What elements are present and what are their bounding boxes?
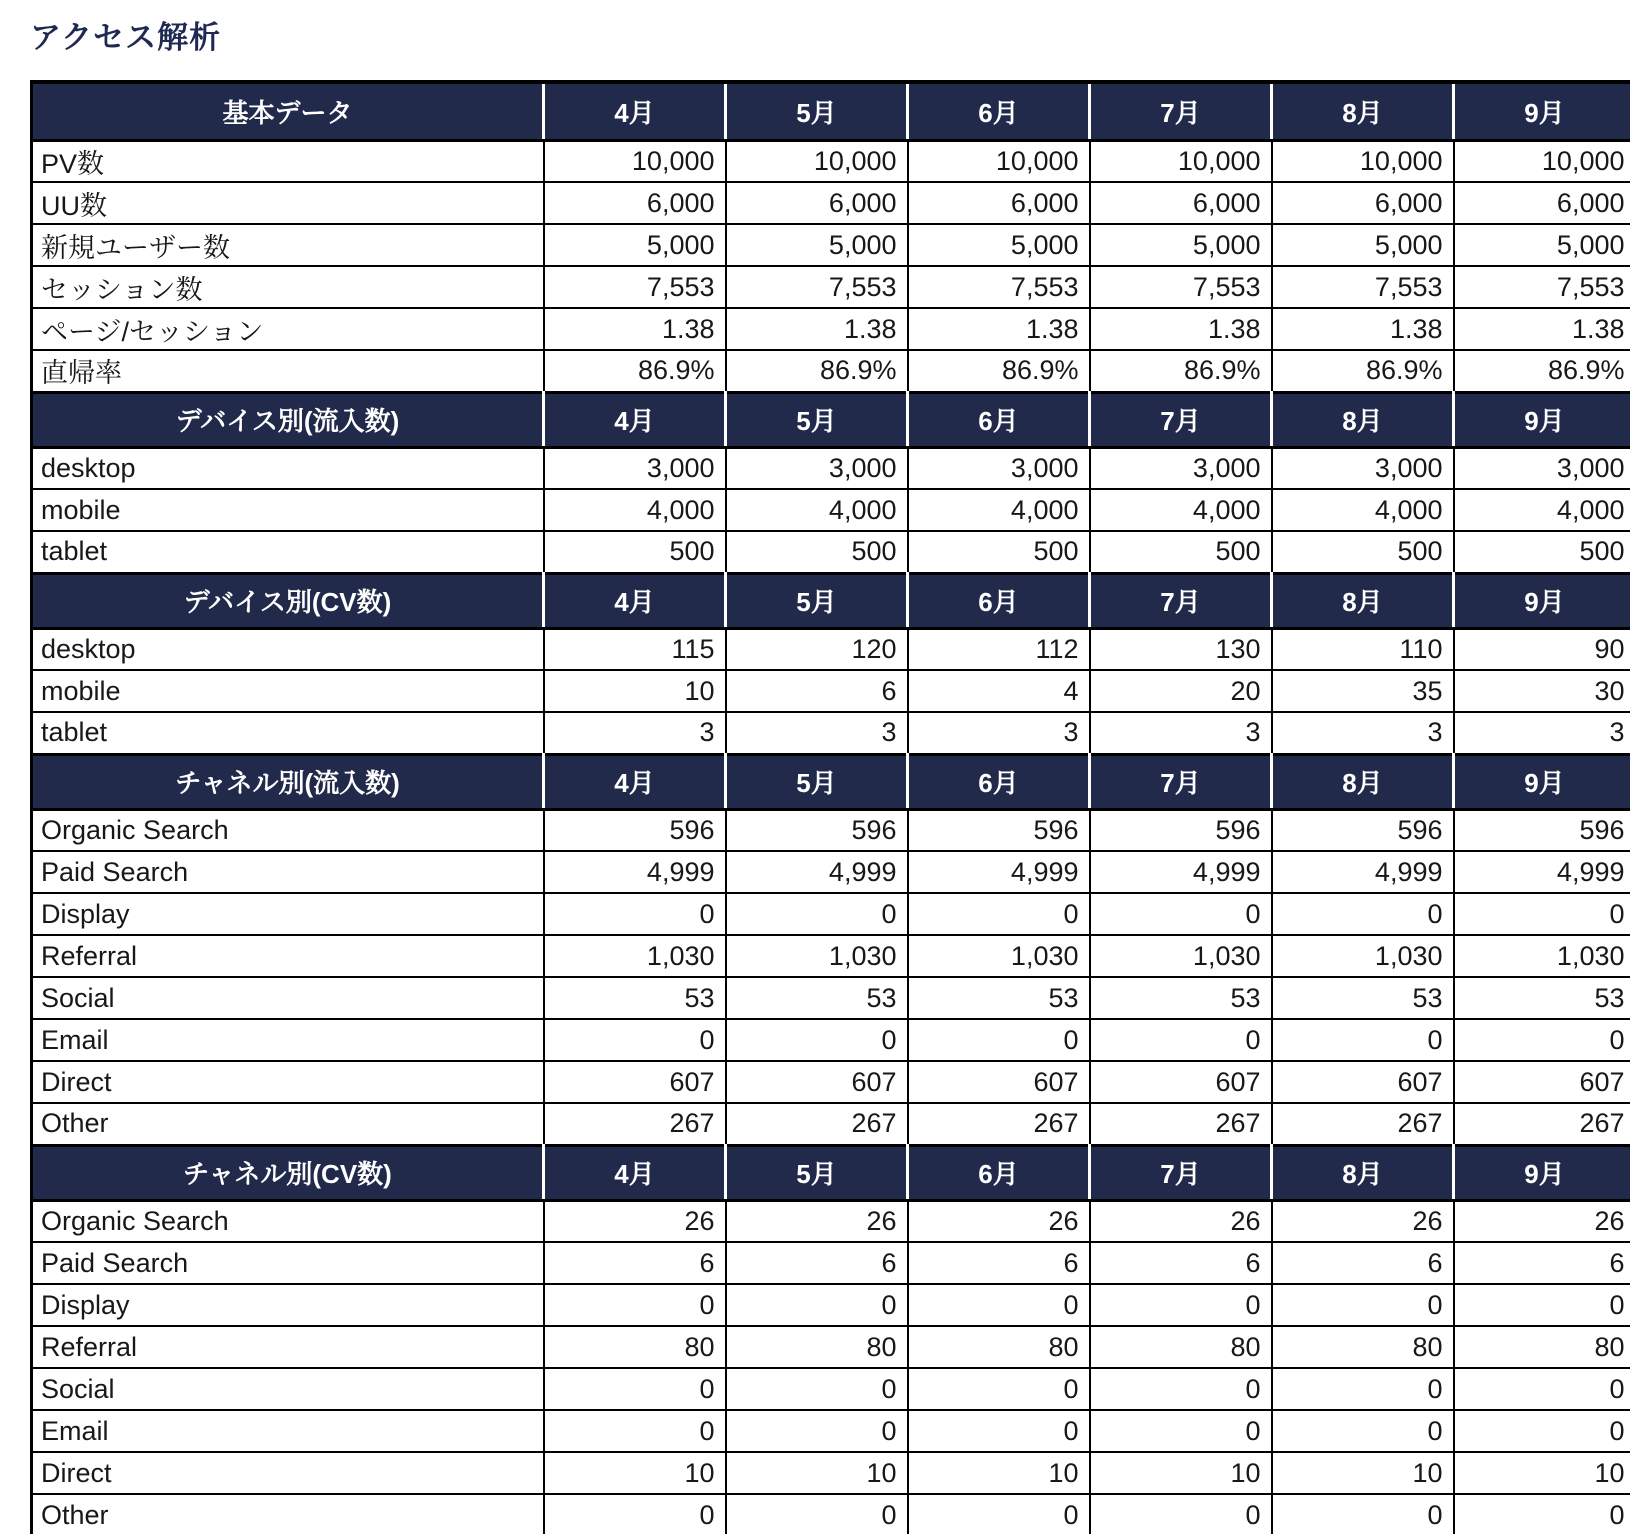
value-cell: 4,999: [908, 851, 1090, 893]
value-cell: 7,553: [544, 266, 726, 308]
value-cell: 90: [1454, 628, 1630, 670]
value-cell: 26: [1454, 1200, 1630, 1242]
value-cell: 0: [544, 1494, 726, 1534]
value-cell: 3,000: [1090, 447, 1272, 489]
month-header-cell: 4月: [544, 82, 726, 140]
value-cell: 80: [1272, 1326, 1454, 1368]
value-cell: 0: [1454, 1410, 1630, 1452]
month-header-cell: 8月: [1272, 573, 1454, 628]
section-title-cell: チャネル別(流入数): [32, 754, 544, 809]
value-cell: 10,000: [1090, 140, 1272, 182]
data-row: [32, 1326, 1630, 1368]
data-row: [32, 851, 1630, 893]
value-cell: 0: [726, 1410, 908, 1452]
value-cell: 0: [908, 1284, 1090, 1326]
value-cell: 500: [1454, 531, 1630, 573]
row-label-cell: Social: [32, 977, 544, 1019]
value-cell: 86.9%: [1454, 350, 1630, 392]
value-cell: 26: [726, 1200, 908, 1242]
value-cell: 0: [1272, 1284, 1454, 1326]
value-cell: 3: [726, 712, 908, 754]
row-label-cell: Organic Search: [32, 1200, 544, 1242]
value-cell: 607: [1090, 1061, 1272, 1103]
analytics-table: [30, 80, 1630, 1534]
value-cell: 80: [726, 1326, 908, 1368]
value-cell: 5,000: [726, 224, 908, 266]
value-cell: 1,030: [1090, 935, 1272, 977]
value-cell: 1.38: [1090, 308, 1272, 350]
month-header-cell: 8月: [1272, 1145, 1454, 1200]
month-header-cell: 7月: [1090, 573, 1272, 628]
value-cell: 10: [544, 670, 726, 712]
data-row: [32, 1452, 1630, 1494]
value-cell: 6,000: [908, 182, 1090, 224]
value-cell: 0: [1454, 893, 1630, 935]
value-cell: 267: [726, 1103, 908, 1145]
value-cell: 4,000: [726, 489, 908, 531]
section-header-row: [32, 754, 1630, 809]
value-cell: 120: [726, 628, 908, 670]
value-cell: 10: [726, 1452, 908, 1494]
value-cell: 0: [908, 893, 1090, 935]
value-cell: 0: [908, 1368, 1090, 1410]
value-cell: 4,999: [544, 851, 726, 893]
data-row: [32, 1061, 1630, 1103]
value-cell: 26: [908, 1200, 1090, 1242]
value-cell: 607: [1454, 1061, 1630, 1103]
data-row: [32, 1368, 1630, 1410]
row-label-cell: desktop: [32, 628, 544, 670]
month-header-cell: 5月: [726, 82, 908, 140]
value-cell: 0: [1454, 1284, 1630, 1326]
value-cell: 267: [1090, 1103, 1272, 1145]
value-cell: 0: [1272, 893, 1454, 935]
section-title-cell: デバイス別(CV数): [32, 573, 544, 628]
value-cell: 267: [1272, 1103, 1454, 1145]
value-cell: 6: [1454, 1242, 1630, 1284]
value-cell: 0: [1272, 1368, 1454, 1410]
row-label-cell: Paid Search: [32, 1242, 544, 1284]
value-cell: 20: [1090, 670, 1272, 712]
value-cell: 5,000: [908, 224, 1090, 266]
value-cell: 500: [908, 531, 1090, 573]
value-cell: 0: [726, 1019, 908, 1061]
value-cell: 53: [544, 977, 726, 1019]
month-header-cell: 7月: [1090, 82, 1272, 140]
value-cell: 267: [544, 1103, 726, 1145]
value-cell: 6: [726, 670, 908, 712]
row-label-cell: Organic Search: [32, 809, 544, 851]
value-cell: 0: [908, 1019, 1090, 1061]
value-cell: 4,000: [1272, 489, 1454, 531]
value-cell: 6,000: [1090, 182, 1272, 224]
value-cell: 5,000: [1090, 224, 1272, 266]
data-row: [32, 531, 1630, 573]
month-header-cell: 5月: [726, 1145, 908, 1200]
value-cell: 0: [1272, 1410, 1454, 1452]
value-cell: 80: [544, 1326, 726, 1368]
row-label-cell: desktop: [32, 447, 544, 489]
value-cell: 86.9%: [726, 350, 908, 392]
value-cell: 0: [908, 1494, 1090, 1534]
value-cell: 53: [1090, 977, 1272, 1019]
value-cell: 0: [1090, 1410, 1272, 1452]
month-header-cell: 9月: [1454, 754, 1630, 809]
row-label-cell: Direct: [32, 1061, 544, 1103]
value-cell: 0: [1090, 1284, 1272, 1326]
value-cell: 80: [1090, 1326, 1272, 1368]
value-cell: 0: [1454, 1368, 1630, 1410]
row-label-cell: mobile: [32, 670, 544, 712]
row-label-cell: Direct: [32, 1452, 544, 1494]
value-cell: 1.38: [544, 308, 726, 350]
value-cell: 1,030: [1272, 935, 1454, 977]
value-cell: 4,999: [1454, 851, 1630, 893]
value-cell: 6: [908, 1242, 1090, 1284]
value-cell: 3: [544, 712, 726, 754]
value-cell: 6,000: [1454, 182, 1630, 224]
data-row: [32, 1284, 1630, 1326]
section-title-cell: デバイス別(流入数): [32, 392, 544, 447]
month-header-cell: 5月: [726, 573, 908, 628]
value-cell: 86.9%: [544, 350, 726, 392]
value-cell: 1.38: [726, 308, 908, 350]
section-title-cell: チャネル別(CV数): [32, 1145, 544, 1200]
data-row: [32, 670, 1630, 712]
value-cell: 607: [908, 1061, 1090, 1103]
value-cell: 0: [726, 1368, 908, 1410]
value-cell: 10: [544, 1452, 726, 1494]
value-cell: 3,000: [908, 447, 1090, 489]
value-cell: 596: [908, 809, 1090, 851]
row-label-cell: Email: [32, 1410, 544, 1452]
value-cell: 596: [1272, 809, 1454, 851]
data-row: [32, 140, 1630, 182]
value-cell: 130: [1090, 628, 1272, 670]
value-cell: 7,553: [1454, 266, 1630, 308]
value-cell: 3,000: [726, 447, 908, 489]
row-label-cell: tablet: [32, 531, 544, 573]
row-label-cell: mobile: [32, 489, 544, 531]
value-cell: 6,000: [544, 182, 726, 224]
month-header-cell: 4月: [544, 392, 726, 447]
value-cell: 80: [1454, 1326, 1630, 1368]
value-cell: 3: [1454, 712, 1630, 754]
value-cell: 1.38: [1454, 308, 1630, 350]
value-cell: 4,999: [1272, 851, 1454, 893]
data-row: [32, 628, 1630, 670]
month-header-cell: 7月: [1090, 754, 1272, 809]
value-cell: 607: [544, 1061, 726, 1103]
row-label-cell: 新規ユーザー数: [32, 224, 544, 266]
value-cell: 26: [544, 1200, 726, 1242]
row-label-cell: Referral: [32, 935, 544, 977]
month-header-cell: 6月: [908, 392, 1090, 447]
row-label-cell: Other: [32, 1103, 544, 1145]
value-cell: 5,000: [1272, 224, 1454, 266]
value-cell: 10,000: [1454, 140, 1630, 182]
month-header-cell: 6月: [908, 82, 1090, 140]
row-label-cell: tablet: [32, 712, 544, 754]
data-row: [32, 447, 1630, 489]
value-cell: 7,553: [908, 266, 1090, 308]
section-header-row: [32, 573, 1630, 628]
value-cell: 10,000: [908, 140, 1090, 182]
value-cell: 3,000: [544, 447, 726, 489]
value-cell: 500: [544, 531, 726, 573]
value-cell: 10: [1090, 1452, 1272, 1494]
value-cell: 0: [544, 1410, 726, 1452]
value-cell: 7,553: [726, 266, 908, 308]
month-header-cell: 8月: [1272, 754, 1454, 809]
section-header-row: [32, 392, 1630, 447]
value-cell: 53: [908, 977, 1090, 1019]
month-header-cell: 9月: [1454, 1145, 1630, 1200]
value-cell: 4: [908, 670, 1090, 712]
value-cell: 86.9%: [908, 350, 1090, 392]
value-cell: 10: [1272, 1452, 1454, 1494]
value-cell: 1,030: [544, 935, 726, 977]
data-row: [32, 1410, 1630, 1452]
value-cell: 596: [1090, 809, 1272, 851]
month-header-cell: 6月: [908, 1145, 1090, 1200]
data-row: [32, 1242, 1630, 1284]
month-header-cell: 6月: [908, 573, 1090, 628]
value-cell: 26: [1090, 1200, 1272, 1242]
value-cell: 86.9%: [1272, 350, 1454, 392]
value-cell: 0: [1090, 1494, 1272, 1534]
value-cell: 3,000: [1272, 447, 1454, 489]
data-row: [32, 1494, 1630, 1534]
value-cell: 4,000: [1090, 489, 1272, 531]
value-cell: 0: [726, 893, 908, 935]
month-header-cell: 4月: [544, 754, 726, 809]
value-cell: 10,000: [726, 140, 908, 182]
value-cell: 1,030: [908, 935, 1090, 977]
value-cell: 26: [1272, 1200, 1454, 1242]
value-cell: 1,030: [726, 935, 908, 977]
value-cell: 267: [1454, 1103, 1630, 1145]
value-cell: 0: [908, 1410, 1090, 1452]
month-header-cell: 8月: [1272, 392, 1454, 447]
value-cell: 110: [1272, 628, 1454, 670]
value-cell: 53: [1272, 977, 1454, 1019]
month-header-cell: 9月: [1454, 82, 1630, 140]
data-row: [32, 182, 1630, 224]
data-row: [32, 977, 1630, 1019]
section-header-row: [32, 82, 1630, 140]
value-cell: 0: [544, 1019, 726, 1061]
value-cell: 3,000: [1454, 447, 1630, 489]
value-cell: 0: [1454, 1494, 1630, 1534]
page-title: アクセス解析: [30, 20, 222, 55]
value-cell: 0: [1090, 1368, 1272, 1410]
value-cell: 6: [726, 1242, 908, 1284]
data-row: [32, 266, 1630, 308]
value-cell: 0: [726, 1494, 908, 1534]
value-cell: 607: [1272, 1061, 1454, 1103]
data-row: [32, 350, 1630, 392]
row-label-cell: ページ/セッション: [32, 308, 544, 350]
row-label-cell: UU数: [32, 182, 544, 224]
data-row: [32, 935, 1630, 977]
value-cell: 3: [908, 712, 1090, 754]
value-cell: 115: [544, 628, 726, 670]
value-cell: 596: [544, 809, 726, 851]
section-header-row: [32, 1145, 1630, 1200]
row-label-cell: Paid Search: [32, 851, 544, 893]
value-cell: 0: [726, 1284, 908, 1326]
data-row: [32, 1200, 1630, 1242]
value-cell: 4,000: [1454, 489, 1630, 531]
month-header-cell: 9月: [1454, 573, 1630, 628]
row-label-cell: Email: [32, 1019, 544, 1061]
value-cell: 0: [1090, 1019, 1272, 1061]
value-cell: 5,000: [544, 224, 726, 266]
value-cell: 7,553: [1272, 266, 1454, 308]
value-cell: 4,000: [908, 489, 1090, 531]
data-row: [32, 893, 1630, 935]
month-header-cell: 7月: [1090, 1145, 1272, 1200]
value-cell: 10: [1454, 1452, 1630, 1494]
value-cell: 596: [726, 809, 908, 851]
value-cell: 6: [1272, 1242, 1454, 1284]
value-cell: 0: [1090, 893, 1272, 935]
month-header-cell: 9月: [1454, 392, 1630, 447]
value-cell: 6: [544, 1242, 726, 1284]
analytics-table-wrap: [30, 80, 1630, 1534]
value-cell: 6,000: [726, 182, 908, 224]
value-cell: 0: [1272, 1494, 1454, 1534]
data-row: [32, 224, 1630, 266]
value-cell: 86.9%: [1090, 350, 1272, 392]
value-cell: 10: [908, 1452, 1090, 1494]
value-cell: 0: [544, 1368, 726, 1410]
row-label-cell: Referral: [32, 1326, 544, 1368]
value-cell: 6,000: [1272, 182, 1454, 224]
value-cell: 1.38: [908, 308, 1090, 350]
row-label-cell: セッション数: [32, 266, 544, 308]
value-cell: 607: [726, 1061, 908, 1103]
month-header-cell: 6月: [908, 754, 1090, 809]
month-header-cell: 7月: [1090, 392, 1272, 447]
value-cell: 0: [1454, 1019, 1630, 1061]
value-cell: 80: [908, 1326, 1090, 1368]
data-row: [32, 489, 1630, 531]
value-cell: 0: [544, 1284, 726, 1326]
row-label-cell: Display: [32, 1284, 544, 1326]
value-cell: 1,030: [1454, 935, 1630, 977]
value-cell: 5,000: [1454, 224, 1630, 266]
data-row: [32, 1103, 1630, 1145]
value-cell: 596: [1454, 809, 1630, 851]
value-cell: 500: [1272, 531, 1454, 573]
data-row: [32, 712, 1630, 754]
month-header-cell: 4月: [544, 1145, 726, 1200]
value-cell: 7,553: [1090, 266, 1272, 308]
row-label-cell: 直帰率: [32, 350, 544, 392]
value-cell: 10,000: [1272, 140, 1454, 182]
data-row: [32, 809, 1630, 851]
row-label-cell: Other: [32, 1494, 544, 1534]
value-cell: 500: [1090, 531, 1272, 573]
data-row: [32, 308, 1630, 350]
section-title-cell: 基本データ: [32, 82, 544, 140]
value-cell: 1.38: [1272, 308, 1454, 350]
value-cell: 3: [1272, 712, 1454, 754]
month-header-cell: 8月: [1272, 82, 1454, 140]
data-row: [32, 1019, 1630, 1061]
value-cell: 53: [726, 977, 908, 1019]
month-header-cell: 5月: [726, 392, 908, 447]
month-header-cell: 4月: [544, 573, 726, 628]
value-cell: 3: [1090, 712, 1272, 754]
value-cell: 500: [726, 531, 908, 573]
value-cell: 6: [1090, 1242, 1272, 1284]
value-cell: 35: [1272, 670, 1454, 712]
value-cell: 53: [1454, 977, 1630, 1019]
value-cell: 267: [908, 1103, 1090, 1145]
value-cell: 10,000: [544, 140, 726, 182]
value-cell: 112: [908, 628, 1090, 670]
value-cell: 0: [544, 893, 726, 935]
row-label-cell: Display: [32, 893, 544, 935]
value-cell: 0: [1272, 1019, 1454, 1061]
row-label-cell: PV数: [32, 140, 544, 182]
value-cell: 4,999: [726, 851, 908, 893]
value-cell: 4,999: [1090, 851, 1272, 893]
row-label-cell: Social: [32, 1368, 544, 1410]
value-cell: 30: [1454, 670, 1630, 712]
month-header-cell: 5月: [726, 754, 908, 809]
value-cell: 4,000: [544, 489, 726, 531]
